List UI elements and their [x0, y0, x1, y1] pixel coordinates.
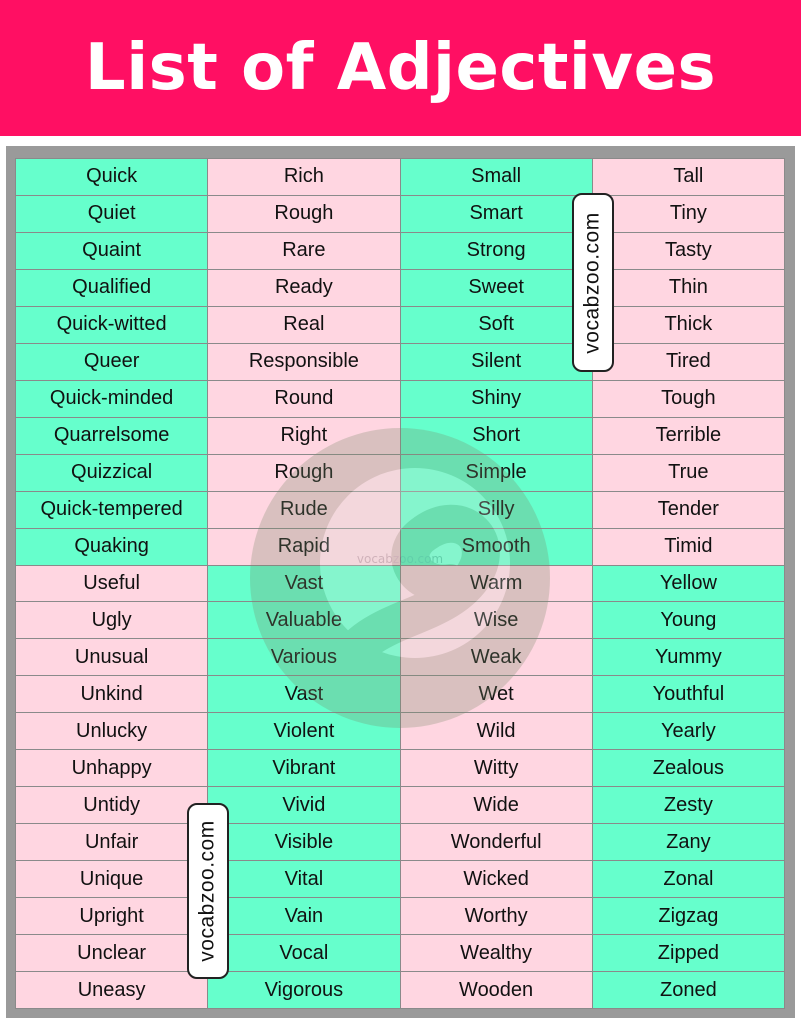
- watermark-badge-top: [572, 193, 614, 372]
- table-cell: Vocal: [208, 935, 399, 971]
- table-cell: Yummy: [593, 639, 784, 675]
- table-cell: Tired: [593, 344, 784, 380]
- table-cell: Unhappy: [16, 750, 207, 786]
- table-cell: Rough: [208, 455, 399, 491]
- table-cell: Weak: [401, 639, 592, 675]
- table-cell: Quick-minded: [16, 381, 207, 417]
- table-cell: Unfair: [16, 824, 207, 860]
- table-cell: Vast: [208, 566, 399, 602]
- table-cell: Vibrant: [208, 750, 399, 786]
- table-cell: Zipped: [593, 935, 784, 971]
- table-cell: Ugly: [16, 602, 207, 638]
- table-cell: Vast: [208, 676, 399, 712]
- table-cell: Valuable: [208, 602, 399, 638]
- table-cell: Various: [208, 639, 399, 675]
- table-cell: Terrible: [593, 418, 784, 454]
- table-cell: Tough: [593, 381, 784, 417]
- table-cell: Silent: [401, 344, 592, 380]
- table-cell: Visible: [208, 824, 399, 860]
- table-cell: Vain: [208, 898, 399, 934]
- table-cell: Queer: [16, 344, 207, 380]
- table-cell: Soft: [401, 307, 592, 343]
- table-cell: Quiet: [16, 196, 207, 232]
- table-cell: Unique: [16, 861, 207, 897]
- table-cell: Zany: [593, 824, 784, 860]
- table-cell: Thick: [593, 307, 784, 343]
- table-cell: Wild: [401, 713, 592, 749]
- table-cell: Real: [208, 307, 399, 343]
- table-cell: Wealthy: [401, 935, 592, 971]
- table-cell: Quaking: [16, 529, 207, 565]
- table-cell: Rare: [208, 233, 399, 269]
- table-cell: Right: [208, 418, 399, 454]
- table-cell: Tender: [593, 492, 784, 528]
- table-cell: Timid: [593, 529, 784, 565]
- table-cell: Yellow: [593, 566, 784, 602]
- table-cell: Quick-witted: [16, 307, 207, 343]
- table-cell: Wide: [401, 787, 592, 823]
- table-cell: Zoned: [593, 972, 784, 1008]
- table-cell: Quarrelsome: [16, 418, 207, 454]
- table-cell: Unkind: [16, 676, 207, 712]
- table-cell: Rough: [208, 196, 399, 232]
- table-cell: True: [593, 455, 784, 491]
- table-cell: Zigzag: [593, 898, 784, 934]
- watermark-badge-bottom: [187, 803, 229, 979]
- table-cell: Violent: [208, 713, 399, 749]
- table-cell: Zealous: [593, 750, 784, 786]
- watermark-badge-text: vocabzoo.com: [581, 211, 604, 354]
- table-cell: Tasty: [593, 233, 784, 269]
- table-cell: Quick-tempered: [16, 492, 207, 528]
- table-cell: Quaint: [16, 233, 207, 269]
- table-cell: Untidy: [16, 787, 207, 823]
- title-banner: [0, 0, 801, 136]
- table-cell: Smooth: [401, 529, 592, 565]
- table-cell: Youthful: [593, 676, 784, 712]
- table-cell: Young: [593, 602, 784, 638]
- table-cell: Unlucky: [16, 713, 207, 749]
- watermark-badge-text: vocabzoo.com: [196, 820, 219, 962]
- table-cell: Zonal: [593, 861, 784, 897]
- table-cell: Strong: [401, 233, 592, 269]
- table-cell: Unclear: [16, 935, 207, 971]
- table-cell: Wet: [401, 676, 592, 712]
- table-cell: Zesty: [593, 787, 784, 823]
- table-cell: Uneasy: [16, 972, 207, 1008]
- table-cell: Thin: [593, 270, 784, 306]
- table-cell: Short: [401, 418, 592, 454]
- table-cell: Wooden: [401, 972, 592, 1008]
- table-cell: Round: [208, 381, 399, 417]
- table-cell: Wonderful: [401, 824, 592, 860]
- table-cell: Upright: [16, 898, 207, 934]
- table-cell: Vital: [208, 861, 399, 897]
- table-cell: Small: [401, 159, 592, 195]
- table-cell: Tiny: [593, 196, 784, 232]
- table-cell: Rich: [208, 159, 399, 195]
- table-cell: Vivid: [208, 787, 399, 823]
- table-cell: Rude: [208, 492, 399, 528]
- table-cell: Ready: [208, 270, 399, 306]
- table-cell: Warm: [401, 566, 592, 602]
- table-cell: Quick: [16, 159, 207, 195]
- table-cell: Sweet: [401, 270, 592, 306]
- table-cell: Smart: [401, 196, 592, 232]
- adjectives-table: [15, 158, 785, 1009]
- table-cell: Vigorous: [208, 972, 399, 1008]
- table-cell: Simple: [401, 455, 592, 491]
- table-cell: Witty: [401, 750, 592, 786]
- table-cell: Worthy: [401, 898, 592, 934]
- table-cell: Yearly: [593, 713, 784, 749]
- table-cell: Tall: [593, 159, 784, 195]
- table-cell: Rapid: [208, 529, 399, 565]
- table-cell: Wicked: [401, 861, 592, 897]
- table-cell: Quizzical: [16, 455, 207, 491]
- table-cell: Qualified: [16, 270, 207, 306]
- table-cell: Shiny: [401, 381, 592, 417]
- watermark-center-text: vocabzoo.com: [356, 552, 444, 566]
- table-cell: Responsible: [208, 344, 399, 380]
- page-title: List of Adjectives: [84, 31, 717, 105]
- table-cell: Unusual: [16, 639, 207, 675]
- table-cell: Silly: [401, 492, 592, 528]
- table-cell: Useful: [16, 566, 207, 602]
- table-cell: Wise: [401, 602, 592, 638]
